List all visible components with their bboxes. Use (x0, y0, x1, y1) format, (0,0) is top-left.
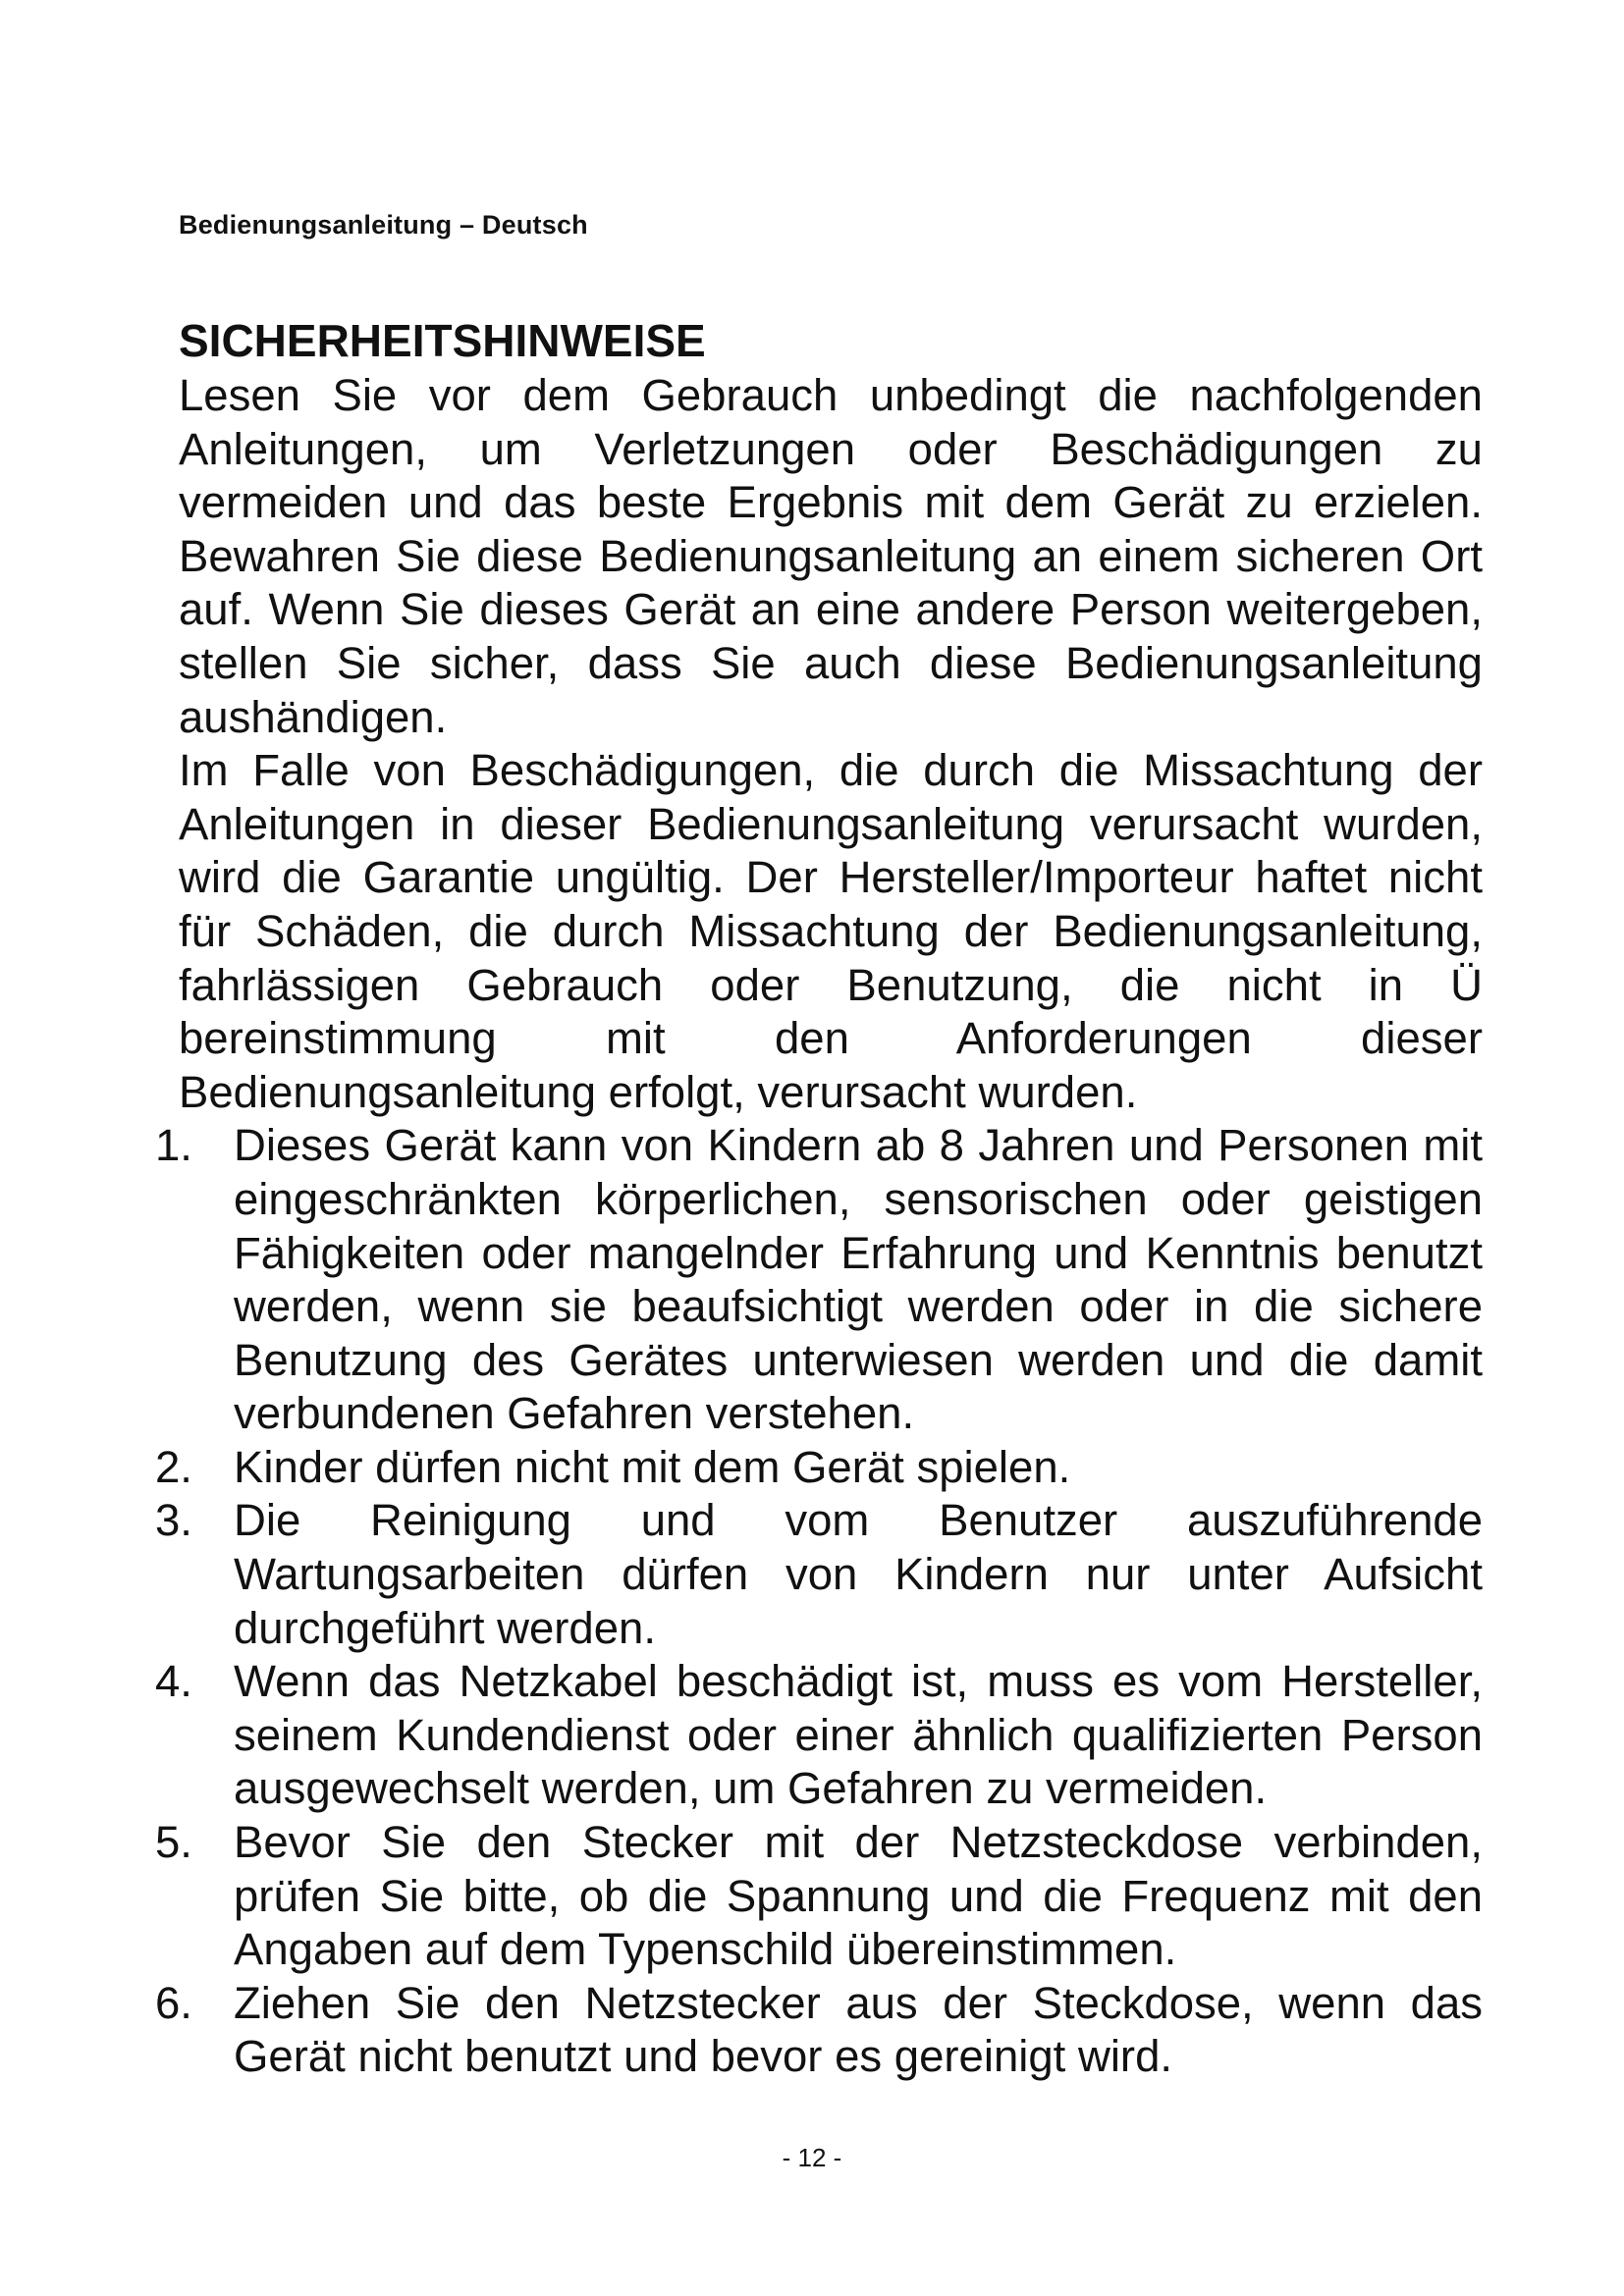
list-item-number: 4. (155, 1656, 192, 1707)
list-item (155, 1655, 1483, 1816)
page-number: - 12 - (782, 2143, 842, 2172)
list-item-number: 5. (155, 1817, 192, 1868)
list-item-text: Die Reinigung und vom Benutzer auszuführende Wartungsarbeiten dürfen von Kindern nur unter Aufsicht durchgeführt werden. (234, 1495, 1483, 1653)
list-item (155, 1441, 1483, 1495)
safety-section (155, 312, 1483, 2084)
section-title: SICHERHEITSHINWEISE (179, 315, 706, 366)
safety-list (155, 1119, 1483, 2084)
intro-paragraph: Lesen Sie vor dem Gebrauch unbedingt die nachfolgenden Anleitungen, um Verletzungen oder Beschädigungen zu vermeiden und das beste Ergebnis mit dem Gerät zu erzielen. Bewahren Sie diese Bedienungsanleitung an einem sicheren Ort auf. Wenn Sie dieses Gerät an eine andere Person weitergeben, stellen Sie sicher, dass Sie auch diese Bedienungsanleitung aushändigen. (179, 370, 1483, 742)
list-item-number: 2. (155, 1441, 192, 1492)
list-item-text: Ziehen Sie den Netzstecker aus der Steckdose, wenn das Gerät nicht benutzt und bevor es gereinigt wird. (234, 1977, 1483, 2082)
list-item-text: Kinder dürfen nicht mit dem Gerät spielen. (234, 1441, 1071, 1492)
list-item (155, 1494, 1483, 1655)
warranty-paragraph: Im Falle von Beschädigungen, die durch die Missachtung der Anleitungen in dieser Bedienungsanleitung verursacht wurden, wird die Garantie ungültig. Der Hersteller/Importeur haftet nicht für Schäden, die durch Missachtung der Bedienungsanleitung, fahrlässigen Gebrauch oder Benutzung, die nicht in Ü bereinstimmung mit den Anforderungen dieser Bedienungsanleitung erfolgt, verursacht wurden. (179, 745, 1483, 1117)
list-item-number: 6. (155, 1977, 192, 2028)
list-item (155, 1977, 1483, 2084)
list-item-text: Dieses Gerät kann von Kindern ab 8 Jahren und Personen mit eingeschränkten körperlichen, sensorischen oder geistigen Fähigkeiten oder mangelnder Erfahrung und Kenntnis benutzt werden, wenn sie beaufsichtigt werden oder in die sichere Benutzung des Gerätes unterwiesen werden und die damit verbundenen Gefahren verstehen. (234, 1120, 1483, 1439)
running-header: Bedienungsanleitung – Deutsch (179, 210, 588, 240)
list-item-text: Wenn das Netzkabel beschädigt ist, muss es vom Hersteller, seinem Kundendienst oder einer ähnlich qualifizierten Person ausgewechselt werden, um Gefahren zu vermeiden. (234, 1656, 1483, 1814)
list-item-number: 1. (155, 1120, 192, 1171)
list-item-text: Bevor Sie den Stecker mit der Netzsteckdose verbinden, prüfen Sie bitte, ob die Spannung und die Frequenz mit den Angaben auf dem Typenschild übereinstimmen. (234, 1817, 1483, 1975)
list-item (155, 1816, 1483, 1977)
list-item-number: 3. (155, 1495, 192, 1546)
list-item (155, 1119, 1483, 1441)
